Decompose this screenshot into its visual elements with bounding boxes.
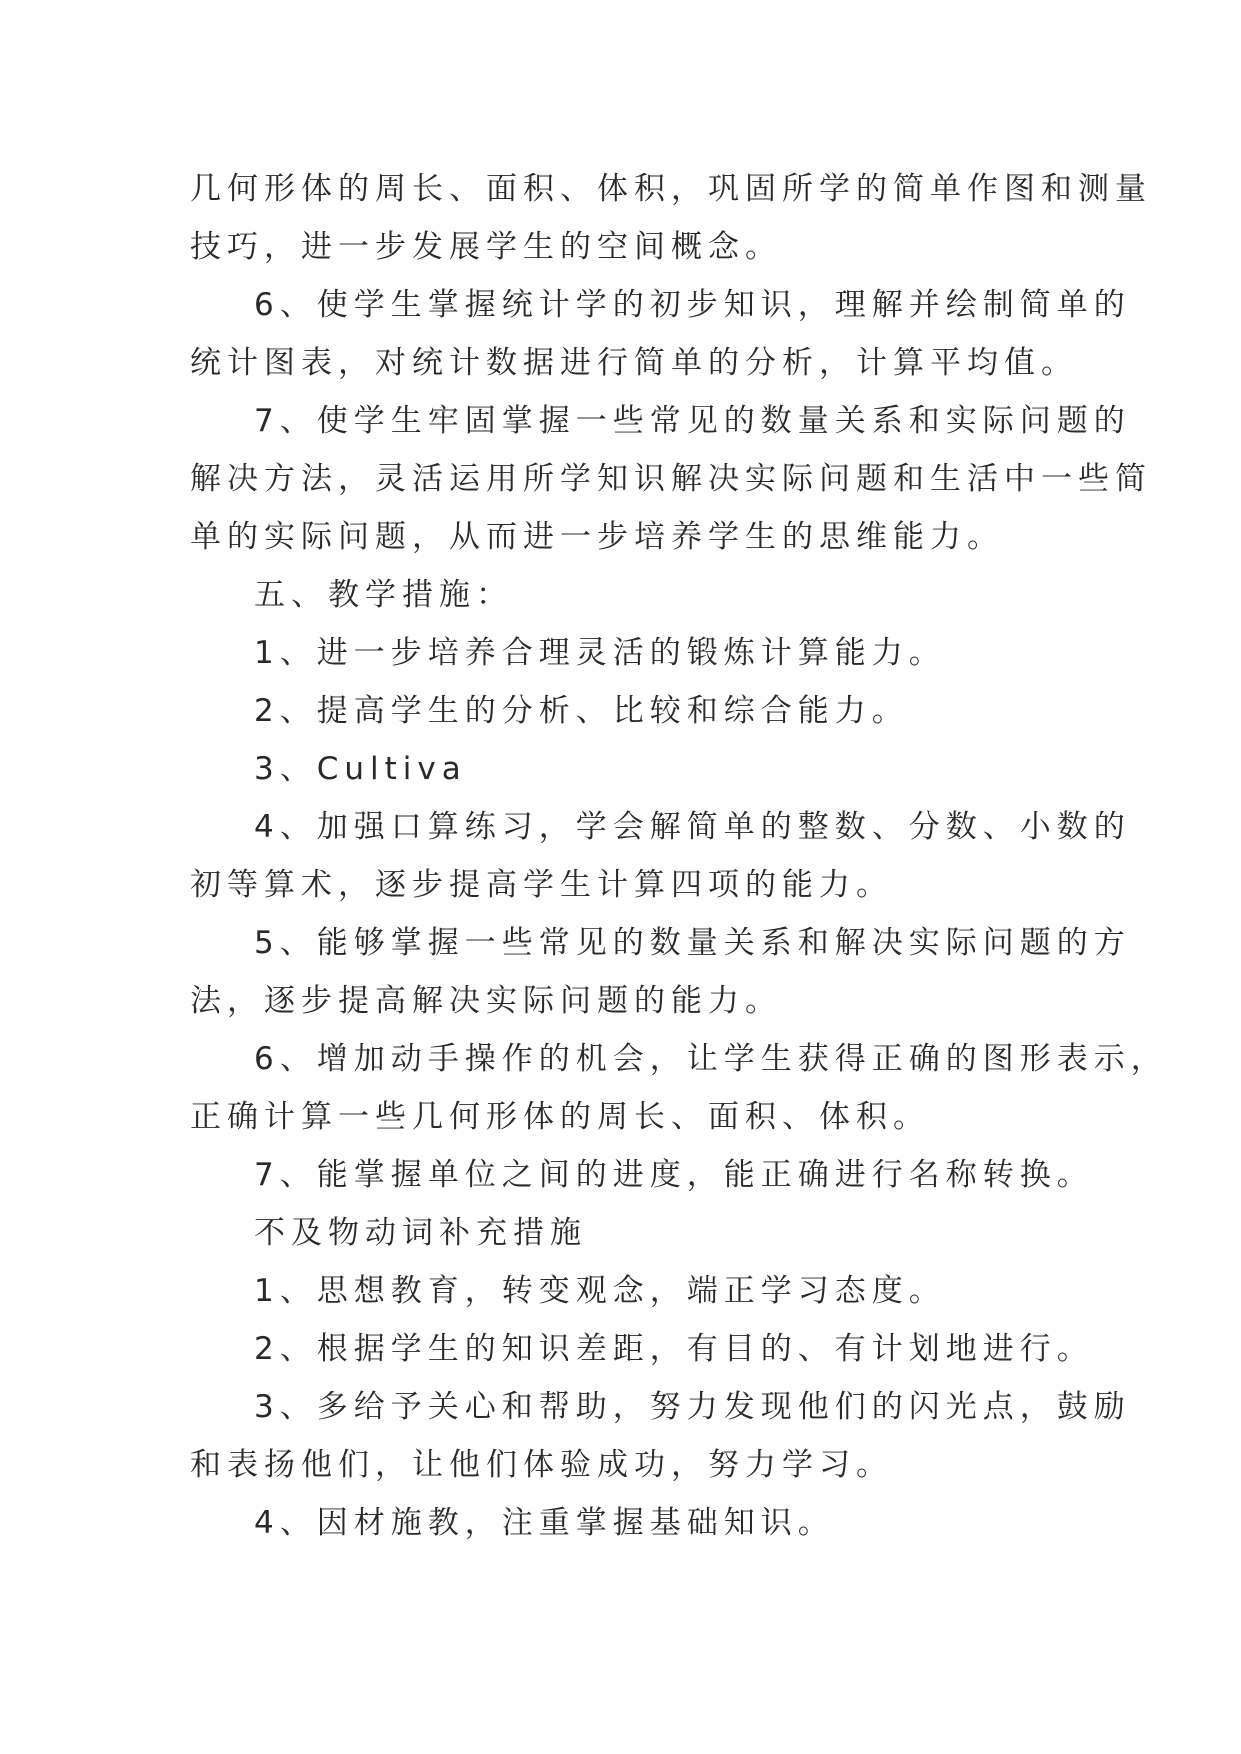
text-line: 3、多给予关心和帮助，努力发现他们的闪光点，鼓励 [254,1389,1131,1425]
section-heading: 五、教学措施： [254,577,513,613]
text-line: 4、因材施教，注重掌握基础知识。 [254,1505,835,1541]
text-line: 技巧，进一步发展学生的空间概念。 [190,229,782,265]
section-heading: 不及物动词补充措施 [254,1215,587,1251]
text-line: 1、进一步培养合理灵活的锻炼计算能力。 [254,635,946,671]
text-line: 统计图表，对统计数据进行简单的分析，计算平均值。 [190,345,1078,381]
text-line: 7、使学生牢固掌握一些常见的数量关系和实际问题的 [254,403,1131,439]
text-line: 正确计算一些几何形体的周长、面积、体积。 [190,1099,930,1135]
text-line: 法，逐步提高解决实际问题的能力。 [190,983,782,1019]
text-line: 单的实际问题，从而进一步培养学生的思维能力。 [190,519,1004,555]
text-line: 6、使学生掌握统计学的初步知识，理解并绘制简单的 [254,287,1131,323]
text-line: 3、Cultiva [254,751,467,787]
text-line: 2、提高学生的分析、比较和综合能力。 [254,693,909,729]
text-line: 初等算术，逐步提高学生计算四项的能力。 [190,867,893,903]
document-body [190,160,1168,1552]
text-line: 和表扬他们，让他们体验成功，努力学习。 [190,1447,893,1483]
text-line: 解决方法，灵活运用所学知识解决实际问题和生活中一些简 [190,461,1152,497]
text-line: 2、根据学生的知识差距，有目的、有计划地进行。 [254,1331,1094,1367]
text-line: 1、思想教育，转变观念，端正学习态度。 [254,1273,946,1309]
text-line: 几何形体的周长、面积、体积，巩固所学的简单作图和测量 [190,171,1152,207]
text-line: 7、能掌握单位之间的进度，能正确进行名称转换。 [254,1157,1094,1193]
text-line: 6、增加动手操作的机会，让学生获得正确的图形表示， [254,1041,1168,1077]
text-line: 5、能够掌握一些常见的数量关系和解决实际问题的方 [254,925,1131,961]
text-line: 4、加强口算练习，学会解简单的整数、分数、小数的 [254,809,1131,845]
